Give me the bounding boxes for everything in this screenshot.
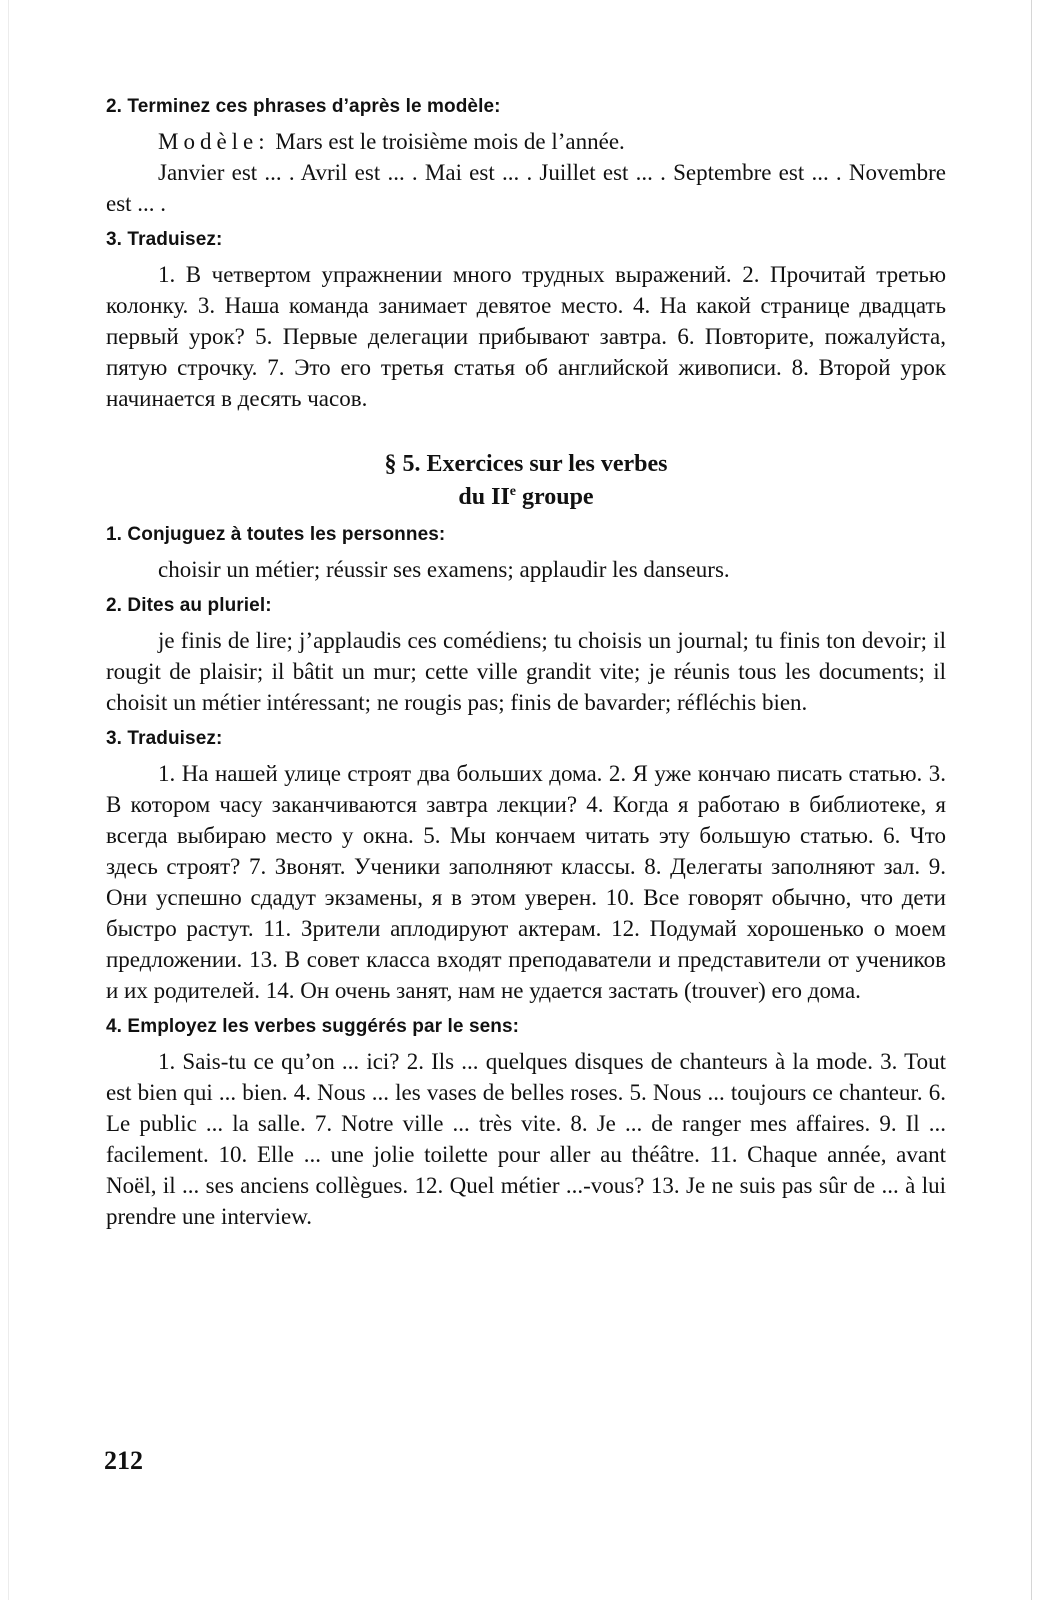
page-content [106, 96, 946, 1242]
model-text: Mars est le troisième mois de l’année. [269, 129, 625, 154]
section-title-part: groupe [516, 484, 594, 510]
exercise-heading: 4. Employez les verbes suggérés par le sens: [106, 1016, 520, 1037]
section-exercise-4 [106, 1016, 946, 1232]
exercise-heading: 2. Terminez ces phrases d’après le modèle: [106, 96, 501, 117]
section-exercise-2 [106, 595, 946, 718]
scan-edge-left [8, 0, 9, 1600]
section-title-superscript: e [509, 484, 516, 499]
exercise-text: je finis de lire; j’applaudis ces comédiens; tu choisis un journal; tu finis ton devoir; il rougit de plaisir; il bâtit un mur; cette ville grandit vite; je réunis tous les documents; il choisit un métier intéressant; ne rougis pas; finis de bavarder; réfléchis bien. [106, 628, 946, 715]
exercise-text: 1. На нашей улице строят два больших дома. 2. Я уже кончаю писать статью. 3. В котором часу заканчиваются завтра лекции? 4. Когда я работаю в библиотеке, я всегда выбираю место у окна. 5. Мы кончаем читать эту большую статью. 6. Что здесь строят? 7. Звонят. Ученики заполняют классы. 8. Делегаты заполняют зал. 9. Они успешно сдадут экзамены, я в этом уверен. 10. Все говорят обычно, что дети быстро растут. 11. Зрители аплодируют актерам. 12. Подумай хорошенько о моем предложении. 13. В совет класса входят преподаватели и представители от учеников и их родителей. 14. Он очень занят, нам не удается застать (trouver) его дома. [106, 761, 946, 1003]
section-exercise-1 [106, 524, 946, 585]
section-title [106, 448, 946, 514]
model-sentence [106, 126, 946, 157]
exercise-text: 1. Sais-tu ce qu’on ... ici? 2. Ils ... quelques disques de chanteurs à la mode. 3. Tout est bien qui ... bien. 4. Nous ... les vases de belles roses. 5. Nous ... toujours ce chanteur. 6. Le public ... la salle. 7. Notre ville ... très vite. 8. Je ... de ranger mes affaires. 9. Il ... facilement. 10. Elle ... une jolie toilette pour aller au théâtre. 11. Chaque année, avant Noël, il ... ses anciens collègues. 12. Quel métier ...-vous? 13. Je ne suis pas sûr de ... à lui prendre une interview. [106, 1049, 946, 1229]
section-title-line-1: § 5. Exercices sur les verbes [384, 451, 668, 477]
page-number: 212 [104, 1446, 143, 1475]
exercise-heading: 2. Dites au pluriel: [106, 595, 272, 616]
exercise-text: 1. В четвертом упражнении много трудных выражений. 2. Прочитай третью колонку. 3. Наша команда занимает девятое место. 4. На какой странице двадцать первый урок? 5. Первые делегации прибывают завтра. 6. Повторите, пожалуйста, пятую строчку. 7. Это его третья статья об английской живописи. 8. Второй урок начинается в десять часов. [106, 262, 946, 411]
exercise-heading: 3. Traduisez: [106, 229, 223, 250]
exercise-2-terminez [106, 96, 946, 219]
model-label: Modèle: [158, 129, 270, 154]
exercise-3-traduisez [106, 229, 946, 414]
exercise-heading: 3. Traduisez: [106, 728, 223, 749]
section-title-part: du II [458, 484, 510, 510]
exercise-heading: 1. Conjuguez à toutes les personnes: [106, 524, 446, 545]
exercise-text: Janvier est ... . Avril est ... . Mai est ... . Juillet est ... . Septembre est ... . Novembre est ... . [106, 160, 946, 216]
exercise-text: choisir un métier; réussir ses examens; applaudir les danseurs. [158, 557, 730, 582]
scan-edge-right [1031, 0, 1032, 1600]
section-exercise-3 [106, 728, 946, 1006]
section-title-line-2 [106, 481, 946, 514]
